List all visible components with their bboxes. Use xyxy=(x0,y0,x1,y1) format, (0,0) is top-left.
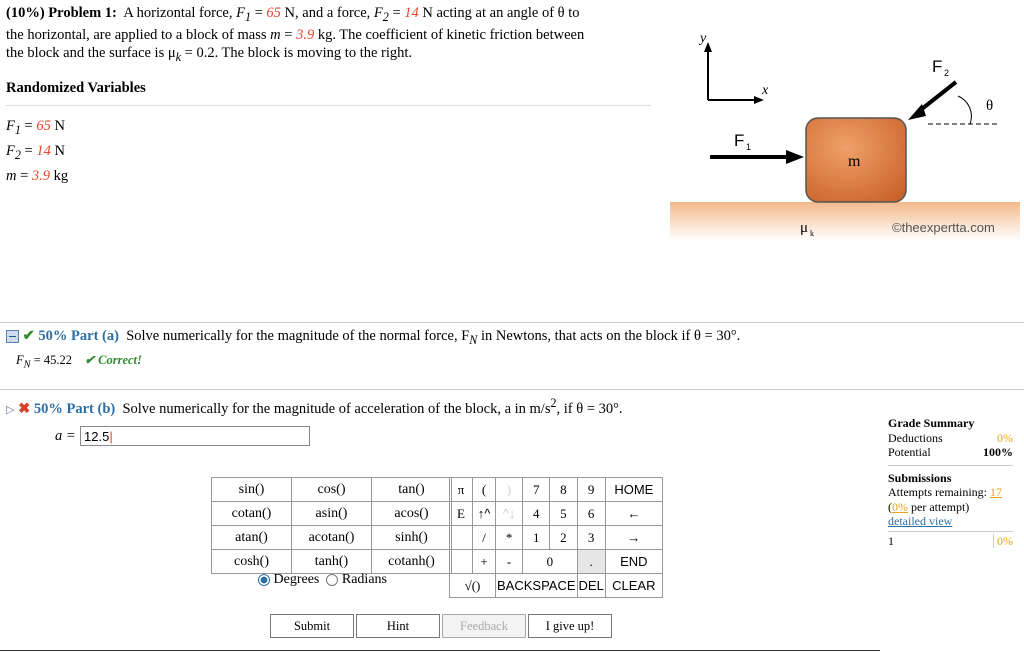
problem-title: (10%) Problem 1: xyxy=(6,5,117,21)
feedback-button[interactable]: Feedback xyxy=(442,614,526,638)
key-5[interactable]: 5 xyxy=(550,502,577,526)
down-caret-key[interactable]: ^↓ xyxy=(496,502,523,526)
blank-key xyxy=(450,526,473,550)
problem-statement: (10%) Problem 1: A horizontal force, $F_1 = 65$ N, and a force, $F_2 = 14$ N acting at an angle of θ to the horizontal, are applied to a block of mass m = 3.9 kg. The coefficient of kinetic friction between the block and the surface is $\mu_k = 0.2$. The block is moving to the right. xyxy=(6,5,585,64)
f2-label: F xyxy=(932,57,943,76)
f1-label: F xyxy=(734,131,745,150)
number-keypad xyxy=(449,477,663,598)
grade-summary xyxy=(888,416,1013,548)
cotan-button[interactable]: cotan() xyxy=(212,502,292,526)
part-a-answer: $F_N = 45.22$ ✔ Correct! xyxy=(16,353,142,371)
variable-m: m = 3.9 kg xyxy=(6,167,69,184)
backspace-key[interactable]: BACKSPACE xyxy=(496,574,578,598)
close-paren-key[interactable]: ) xyxy=(496,478,523,502)
f2-arrow-line xyxy=(918,82,956,112)
divider xyxy=(0,650,880,651)
minus-key[interactable]: - xyxy=(496,550,523,574)
key-2[interactable]: 2 xyxy=(550,526,577,550)
answer-value: = 45.22 xyxy=(33,353,73,367)
radians-radio[interactable] xyxy=(326,574,338,586)
divider xyxy=(888,465,1013,466)
key-6[interactable]: 6 xyxy=(577,502,605,526)
tan-button[interactable]: tan() xyxy=(372,478,452,502)
tanh-button[interactable]: tanh() xyxy=(292,550,372,574)
attempts-remaining: Attempts remaining: 17 xyxy=(888,485,1002,499)
home-key[interactable]: HOME xyxy=(605,478,662,502)
f1-sub: 1 xyxy=(746,142,752,152)
potential-row: Potential 100% xyxy=(888,445,1013,459)
clear-key[interactable]: CLEAR xyxy=(605,574,662,598)
end-key[interactable]: END xyxy=(605,550,662,574)
cotanh-button[interactable]: cotanh() xyxy=(372,550,452,574)
f2-sub: 2 xyxy=(944,68,950,78)
divider xyxy=(0,389,1024,390)
asin-button[interactable]: asin() xyxy=(292,502,372,526)
left-arrow-key[interactable]: ← xyxy=(605,502,662,526)
answer-input[interactable]: 12.5| xyxy=(80,426,310,446)
open-paren-key[interactable]: ( xyxy=(473,478,496,502)
acos-button[interactable]: acos() xyxy=(372,502,452,526)
collapse-icon[interactable] xyxy=(6,330,19,343)
divider xyxy=(0,322,1024,323)
part-a-label[interactable]: Part (a) xyxy=(71,328,119,344)
give-up-button[interactable]: I give up! xyxy=(528,614,612,638)
sin-button[interactable]: sin() xyxy=(212,478,292,502)
key-9[interactable]: 9 xyxy=(577,478,605,502)
part-b-header: ▷ ✖ 50% Part (b) Solve numerically for the magnitude of acceleration of the block, a in $m/s^2$, if θ = 30°. xyxy=(6,396,623,417)
theta-label: θ xyxy=(986,98,994,114)
watermark: ©theexpertta.com xyxy=(892,220,995,235)
f1-arrow-head xyxy=(786,150,804,164)
randomized-variables-title: Randomized Variables xyxy=(6,80,146,96)
physics-diagram xyxy=(660,20,1020,240)
key-1[interactable]: 1 xyxy=(523,526,550,550)
decimal-key[interactable]: . xyxy=(577,550,605,574)
correct-badge: ✔ Correct! xyxy=(84,353,142,367)
detailed-view-link[interactable]: detailed view xyxy=(888,514,953,528)
x-axis-label: x xyxy=(762,83,769,98)
plus-key[interactable]: + xyxy=(473,550,496,574)
key-3[interactable]: 3 xyxy=(577,526,605,550)
degrees-radio[interactable] xyxy=(258,574,270,586)
multiply-key[interactable]: * xyxy=(496,526,523,550)
key-8[interactable]: 8 xyxy=(550,478,577,502)
cos-button[interactable]: cos() xyxy=(292,478,372,502)
attempt-row: 1 0% xyxy=(888,531,1013,549)
answer-input-label: a = xyxy=(55,428,76,444)
grade-summary-title: Grade Summary xyxy=(888,416,975,430)
angle-mode: Degrees Radians xyxy=(258,572,387,588)
incorrect-icon: ✖ xyxy=(18,400,31,417)
del-key[interactable]: DEL xyxy=(577,574,605,598)
variable-f1: $F_1 = 65$ N xyxy=(6,118,65,137)
divider xyxy=(6,105,651,106)
part-b-label[interactable]: Part (b) xyxy=(66,400,116,417)
divide-key[interactable]: / xyxy=(473,526,496,550)
function-keypad xyxy=(211,477,452,574)
per-attempt: (0% per attempt) xyxy=(888,499,970,514)
deductions-row: Deductions 0% xyxy=(888,430,1013,445)
part-a-header: ✔ 50% Part (a) Solve numerically for the magnitude of the normal force, $F_N$ in Newtons, that acts on the block if θ = 30°. xyxy=(6,328,740,348)
randomized-variables-list xyxy=(6,116,68,187)
right-arrow-key[interactable]: → xyxy=(605,526,662,550)
angle-arc xyxy=(958,96,971,124)
acotan-button[interactable]: acotan() xyxy=(292,526,372,550)
mass-label: m xyxy=(848,153,861,170)
y-axis-label: y xyxy=(700,31,707,46)
key-0[interactable]: 0 xyxy=(523,550,577,574)
submit-button[interactable]: Submit xyxy=(270,614,354,638)
mu-sub: k xyxy=(810,229,814,238)
pi-key[interactable]: π xyxy=(450,478,473,502)
expand-icon[interactable]: ▷ xyxy=(6,403,15,416)
up-caret-key[interactable]: ↑^ xyxy=(473,502,496,526)
key-7[interactable]: 7 xyxy=(523,478,550,502)
atan-button[interactable]: atan() xyxy=(212,526,292,550)
hint-button[interactable]: Hint xyxy=(356,614,440,638)
variable-f2: $F_2 = 14$ N xyxy=(6,142,65,162)
sinh-button[interactable]: sinh() xyxy=(372,526,452,550)
check-icon: ✔ xyxy=(22,328,35,344)
cosh-button[interactable]: cosh() xyxy=(212,550,292,574)
sqrt-key[interactable]: √() xyxy=(450,574,496,598)
e-key[interactable]: E xyxy=(450,502,473,526)
blank-key xyxy=(450,550,473,574)
key-4[interactable]: 4 xyxy=(523,502,550,526)
submissions-title: Submissions xyxy=(888,470,952,485)
mu-label: μ xyxy=(800,220,809,236)
